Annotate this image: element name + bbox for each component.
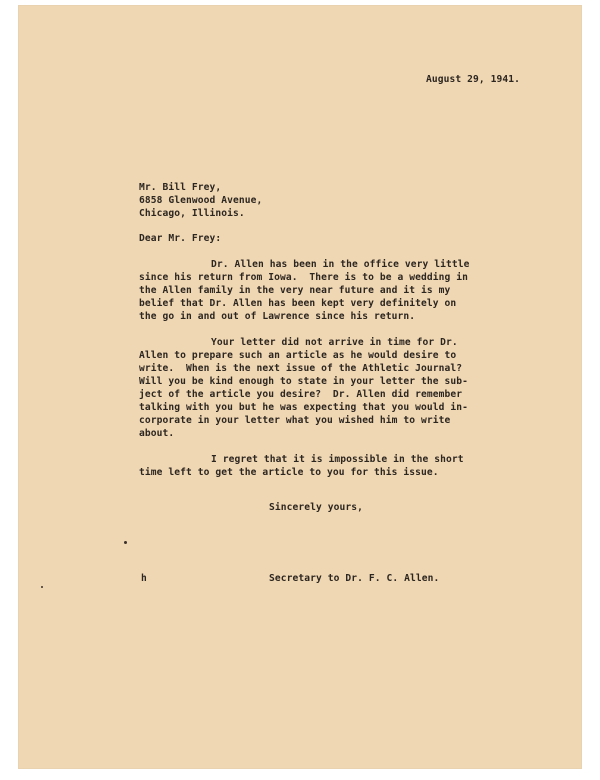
letter-date: August 29, 1941. <box>426 74 521 85</box>
body-line: about. <box>139 428 175 439</box>
paper-speck <box>41 586 43 588</box>
salutation: Dear Mr. Frey: <box>139 233 222 244</box>
body-line: talking with you but he was expecting that you would in- <box>139 402 469 413</box>
signature-line: Secretary to Dr. F. C. Allen. <box>269 573 440 584</box>
address-line: Chicago, Illinois. <box>139 208 245 219</box>
address-line: Mr. Bill Frey, <box>139 182 222 193</box>
paper-speck <box>124 541 127 544</box>
body-line: Allen to prepare such an article as he would desire to <box>139 350 457 361</box>
body-line: corporate in your letter what you wished him to write <box>139 415 451 426</box>
address-line: 6858 Glenwood Avenue, <box>139 195 263 206</box>
body-line: write. When is the next issue of the Athletic Journal? <box>139 363 463 374</box>
body-line: ject of the article you desire? Dr. Allen did remember <box>139 389 463 400</box>
body-line: the go in and out of Lawrence since his return. <box>139 311 416 322</box>
body-line: Dr. Allen has been in the office very little <box>211 259 470 270</box>
closing: Sincerely yours, <box>269 502 364 513</box>
body-line: belief that Dr. Allen has been kept very definitely on <box>139 298 457 309</box>
body-line: the Allen family in the very near future and it is my <box>139 285 451 296</box>
typist-initials: h <box>141 573 147 584</box>
body-line: since his return from Iowa. There is to be a wedding in <box>139 272 469 283</box>
body-line: time left to get the article to you for this issue. <box>139 467 439 478</box>
body-line: Your letter did not arrive in time for Dr. <box>211 337 458 348</box>
body-line: I regret that it is impossible in the short <box>211 454 464 465</box>
letter-page <box>18 5 582 769</box>
body-line: Will you be kind enough to state in your letter the sub- <box>139 376 469 387</box>
